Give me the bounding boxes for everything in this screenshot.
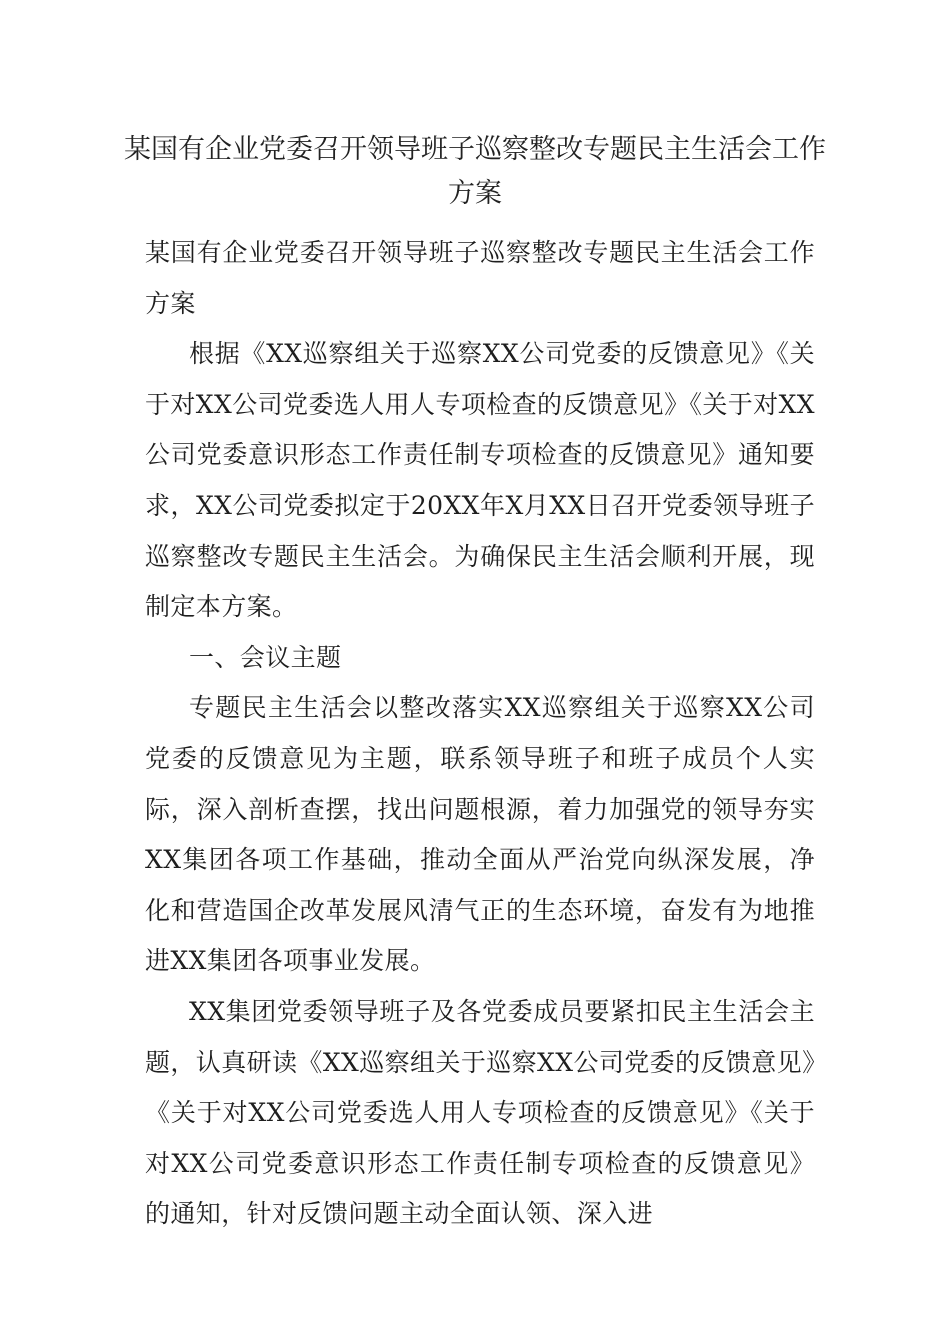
document-body bbox=[145, 228, 815, 1240]
intro-paragraph: 根据《XX巡察组关于巡察XX公司党委的反馈意见》《关于对XX公司党委选人用人专项检查的反馈意见》《关于对XX公司党委意识形态工作责任制专项检查的反馈意见》通知要求，XX公司党委拟定于20XX年X月XX日召开党委领导班子巡察整改专题民主生活会。为确保民主生活会顺利开展，现制定本方案。 bbox=[145, 339, 815, 622]
repeated-title: 某国有企业党委召开领导班子巡察整改专题民主生活会工作方案 bbox=[145, 238, 815, 318]
section-heading-meeting-theme: 一、会议主题 bbox=[189, 642, 342, 672]
theme-paragraph: 专题民主生活会以整改落实XX巡察组关于巡察XX公司党委的反馈意见为主题，联系领导班子和班子成员个人实际，深入剖析查摆，找出问题根源，着力加强党的领导夯实XX集团各项工作基础，推动全面从严治党向纵深发展，净化和营造国企改革发展风清气正的生态环境，奋发有为地推进XX集团各项事业发展。 bbox=[145, 693, 815, 976]
document-title: 某国有企业党委召开领导班子巡察整改专题民主生活会工作方案 bbox=[124, 134, 826, 209]
requirement-paragraph: XX集团党委领导班子及各党委成员要紧扣民主生活会主题，认真研读《XX巡察组关于巡察XX公司党委的反馈意见》《关于对XX公司党委选人用人专项检查的反馈意见》《关于对XX公司党委意识形态工作责任制专项检查的反馈意见》的通知，针对反馈问题主动全面认领、深入进 bbox=[145, 996, 815, 1229]
